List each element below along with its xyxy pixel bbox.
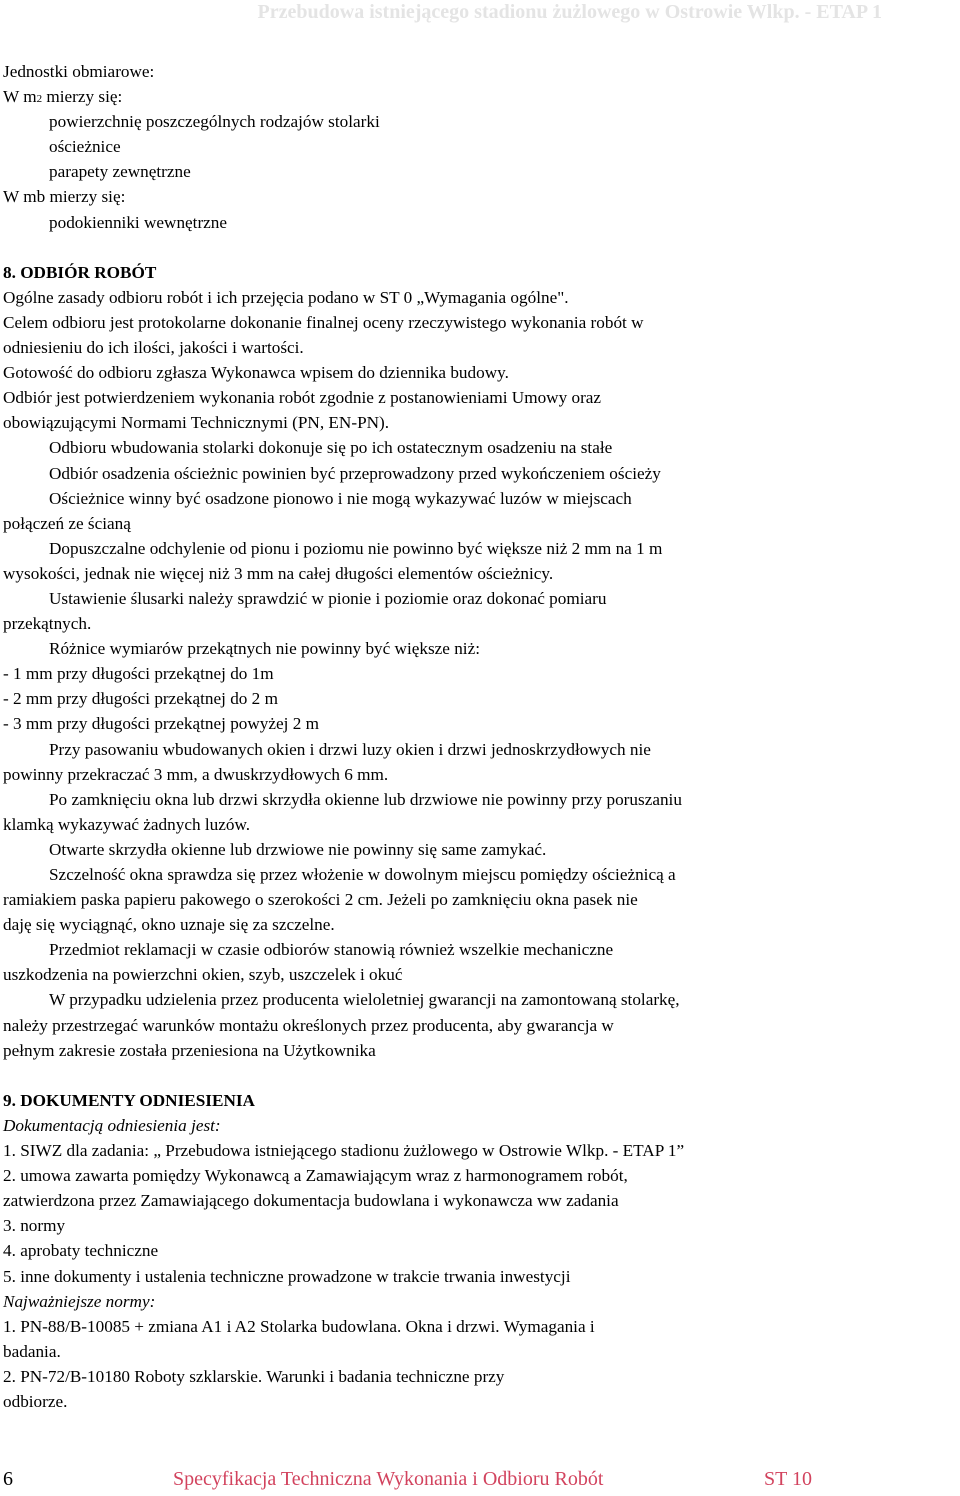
paragraph-first-line: Odbiór osadzenia ościeżnic powinien być przeprowadzony przed wykończeniem ościeży [49,463,661,483]
paragraph-line: klamką wykazywać żadnych luzów. [3,814,251,834]
paragraph-first-line: Odbioru wbudowania stolarki dokonuje się po ich ostatecznym osadzeniu na stałe [49,438,613,458]
page-number: 6 [3,1468,13,1490]
spacer [3,235,958,260]
norm-item: 1. PN-88/B-10085 + zmiana A1 i A2 Stolarka budowlana. Okna i drzwi. Wymagania i [3,1316,595,1336]
units-mb-item: podokienniki wewnętrzne [49,212,228,232]
paragraph-line: daję się wyciągnąć, okno uznaje się za szczelne. [3,915,335,935]
doc-item: zatwierdzona przez Zamawiającego dokumentacja budowlana i wykonawcza ww zadania [3,1191,619,1211]
units-m2-item: ościeżnice [49,137,121,157]
doc-item: 4. aprobaty techniczne [3,1241,159,1261]
units-m2-item: parapety zewnętrzne [49,162,191,182]
paragraph-line: wysokości, jednak nie więcej niż 3 mm na całej długości elementów ościeżnicy. [3,563,554,583]
paragraph-first-line: Różnice wymiarów przekątnych nie powinny być większe niż: [49,639,480,659]
norm-item: odbiorze. [3,1391,68,1411]
paragraph-first-line: Otwarte skrzydła okienne lub drzwiowe nie powinny się same zamykać. [49,839,547,859]
doc-item: 3. normy [3,1216,66,1236]
paragraph-first-line: Po zamknięciu okna lub drzwi skrzydła okienne lub drzwiowe nie powinny przy poruszaniu [49,789,682,809]
units-m2-line: W m2 mierzy się: [3,87,123,107]
paragraph-line: przekątnych. [3,614,92,634]
text-line: Celem odbioru jest protokolarne dokonanie finalnej oceny rzeczywistego wykonania robót w [3,312,644,332]
paragraph-first-line: W przypadku udzielenia przez producenta wieloletniej gwarancji na zamontowaną stolarkę, [49,990,680,1010]
paragraph-first-line: Przedmiot reklamacji w czasie odbiorów stanowią również wszelkie mechaniczne [49,940,614,960]
text-line: obowiązującymi Normami Technicznymi (PN, EN-PN). [3,413,390,433]
doc-item: 5. inne dokumenty i ustalenia techniczne prowadzone w trakcie trwania inwestycji [3,1266,571,1286]
paragraph-line: uszkodzenia na powierzchni okien, szyb, uszczelek i okuć [3,965,403,985]
text-line: Ogólne zasady odbioru robót i ich przejęcia podano w ST 0 „Wymagania ogólne". [3,287,569,307]
units-m2-item: powierzchnię poszczególnych rodzajów stolarki [49,112,380,132]
paragraph-line: połączeń ze ścianą [3,513,131,533]
section-9-heading: 9. DOKUMENTY ODNIESIENIA [3,1090,255,1110]
paragraph-line: powinny przekraczać 3 mm, a dwuskrzydłowych 6 mm. [3,764,389,784]
footer-title: Specyfikacja Techniczna Wykonania i Odbioru Robót [173,1468,604,1490]
footer-spec-code: ST 10 [764,1468,812,1490]
paragraph-line: należy przestrzegać warunków montażu określonych przez producenta, aby gwarancja w [3,1015,614,1035]
paragraph-first-line: Ościeżnice winny być osadzone pionowo i nie mogą wykazywać luzów w miejscach [49,488,632,508]
norms-label: Najważniejsze normy: [3,1291,156,1311]
units-mb-line: W mb mierzy się: [3,187,126,207]
norm-item: 2. PN-72/B-10180 Roboty szklarskie. Warunki i badania techniczne przy [3,1366,505,1386]
text-line: Odbiór jest potwierdzeniem wykonania robót zgodnie z postanowieniami Umowy oraz [3,388,602,408]
page-header-title: Przebudowa istniejącego stadionu żużlowego w Ostrowie Wlkp. - ETAP 1 [257,1,882,23]
paragraph-first-line: Szczelność okna sprawdza się przez włożenie w dowolnym miejscu pomiędzy ościeżnicą a [49,865,676,884]
text-line: odniesieniu do ich ilości, jakości i wartości. [3,338,304,358]
dash-list-item: - 3 mm przy długości przekątnej powyżej 2 m [3,714,319,734]
docs-label: Dokumentacją odniesienia jest: [3,1115,221,1135]
paragraph-first-line: Ustawienie ślusarki należy sprawdzić w pionie i poziomie oraz dokonać pomiaru [49,588,607,608]
norm-item: badania. [3,1341,61,1361]
dash-list-item: - 2 mm przy długości przekątnej do 2 m [3,689,278,709]
text-line: Gotowość do odbioru zgłasza Wykonawca wpisem do dziennika budowy. [3,363,509,383]
doc-item: 1. SIWZ dla zadania: „ Przebudowa istniejącego stadionu żużlowego w Ostrowie Wlkp. - ETAP 1” [3,1141,685,1161]
paragraph-first-line: Dopuszczalne odchylenie od pionu i poziomu nie powinno być większe niż 2 mm na 1 m [49,538,663,558]
doc-item: 2. umowa zawarta pomiędzy Wykonawcą a Zamawiającym wraz z harmonogramem robót, [3,1166,628,1186]
document-body [3,59,958,1414]
paragraph-first-line: Przy pasowaniu wbudowanych okien i drzwi luzy okien i drzwi jednoskrzydłowych nie [49,739,651,759]
paragraph-line: ramiakiem paska papieru pakowego o szerokości 2 cm. Jeżeli po zamknięciu okna pasek nie [3,890,638,910]
units-heading: Jednostki obmiarowe: [3,62,155,81]
spacer [3,1063,958,1088]
page-footer [3,1466,953,1492]
section-8-heading: 8. ODBIÓR ROBÓT [3,262,157,282]
paragraph-line: pełnym zakresie została przeniesiona na Użytkownika [3,1040,376,1060]
dash-list-item: - 1 mm przy długości przekątnej do 1m [3,664,274,684]
